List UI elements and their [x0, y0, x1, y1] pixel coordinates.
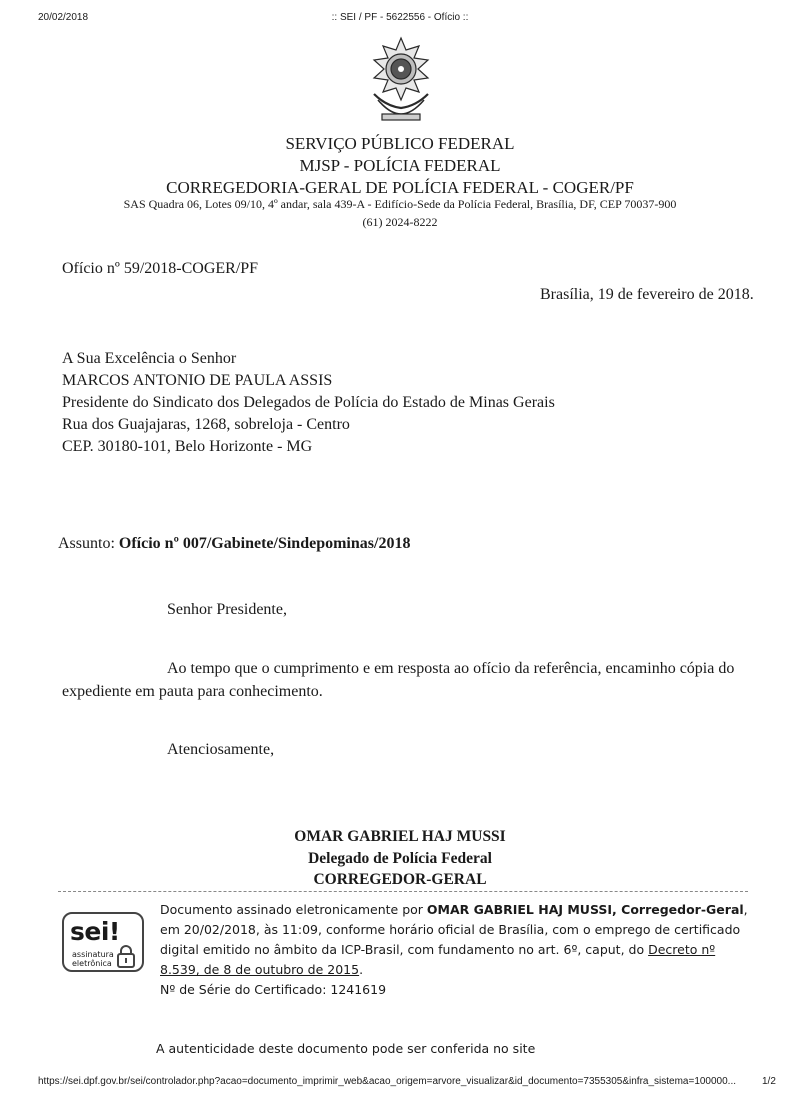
subject-label: Assunto:	[58, 535, 119, 552]
seal-sub-label-1: assinatura	[72, 950, 114, 959]
recipient-city: CEP. 30180-101, Belo Horizonte - MG	[62, 438, 313, 455]
certificate-serial: Nº de Série do Certificado: 1241619	[160, 982, 387, 997]
signature-text-mid: , em 20/02/2018, às 11:09, conforme horário oficial de Brasília, com o emprego de certificado digital emitido no âmbito da ICP-Brasil, com fundamento no art. 6º, caput, do	[160, 902, 748, 957]
print-page-number: 1/2	[762, 1076, 776, 1087]
letterhead-line1: SERVIÇO PÚBLICO FEDERAL	[285, 134, 515, 153]
recipient-salutation: A Sua Excelência o Senhor	[62, 350, 237, 367]
print-url: https://sei.dpf.gov.br/sei/controlador.php?acao=documento_imprimir_web&acao_origem=arvore_visualizar&id_documento=7355305&infra_sistema=100000...	[38, 1076, 737, 1087]
coat-of-arms-icon	[368, 34, 434, 122]
seal-main-label: sei!	[70, 917, 120, 946]
salutation: Senhor Presidente,	[167, 601, 287, 618]
closing: Atenciosamente,	[167, 741, 275, 758]
signatory-role: Delegado de Polícia Federal	[308, 850, 492, 867]
decree-link[interactable]: Decreto nº 8.539, de 8 de outubro de 2015	[160, 942, 716, 977]
letterhead-address: SAS Quadra 06, Lotes 09/10, 4º andar, sala 439-A - Edifício-Sede da Polícia Federal, Brasília, DF, CEP 70037-900	[123, 197, 677, 211]
signature-text-end: .	[359, 962, 364, 977]
subject-value: Ofício nº 007/Gabinete/Sindepominas/2018	[118, 535, 411, 552]
electronic-signature-text	[160, 900, 750, 1000]
subject-line	[58, 535, 410, 553]
print-date: 20/02/2018	[38, 12, 89, 23]
place-date: Brasília, 19 de fevereiro de 2018.	[540, 286, 754, 303]
signature-signer: OMAR GABRIEL HAJ MUSSI, Corregedor-Geral	[426, 902, 744, 917]
signature-text-prefix: Documento assinado eletronicamente por	[160, 902, 427, 917]
document-number: Ofício nº 59/2018-COGER/PF	[62, 260, 259, 277]
letterhead-phone: (61) 2024-8222	[362, 215, 438, 229]
authenticity-note: A autenticidade deste documento pode ser conferida no site	[156, 1041, 536, 1056]
print-page-title: :: SEI / PF - 5622556 - Ofício ::	[331, 12, 469, 23]
signatory-name: OMAR GABRIEL HAJ MUSSI	[294, 828, 506, 845]
recipient-name: MARCOS ANTONIO DE PAULA ASSIS	[62, 372, 333, 389]
recipient-street: Rua dos Guajajaras, 1268, sobreloja - Centro	[62, 416, 350, 433]
body-paragraph-line1: Ao tempo que o cumprimento e em resposta ao ofício da referência, encaminho cópia do	[167, 660, 735, 677]
signature-divider	[58, 891, 748, 892]
signatory-title: CORREGEDOR-GERAL	[313, 871, 487, 888]
letterhead-line3: CORREGEDORIA-GERAL DE POLÍCIA FEDERAL - COGER/PF	[166, 178, 634, 197]
seal-sub-label-2: eletrônica	[72, 959, 112, 968]
padlock-icon	[116, 944, 136, 968]
sei-signature-seal	[62, 912, 144, 972]
letterhead-line2: MJSP - POLÍCIA FEDERAL	[299, 156, 501, 175]
body-paragraph-line2: expediente em pauta para conhecimento.	[62, 683, 323, 700]
recipient-role: Presidente do Sindicato dos Delegados de Polícia do Estado de Minas Gerais	[62, 394, 555, 411]
